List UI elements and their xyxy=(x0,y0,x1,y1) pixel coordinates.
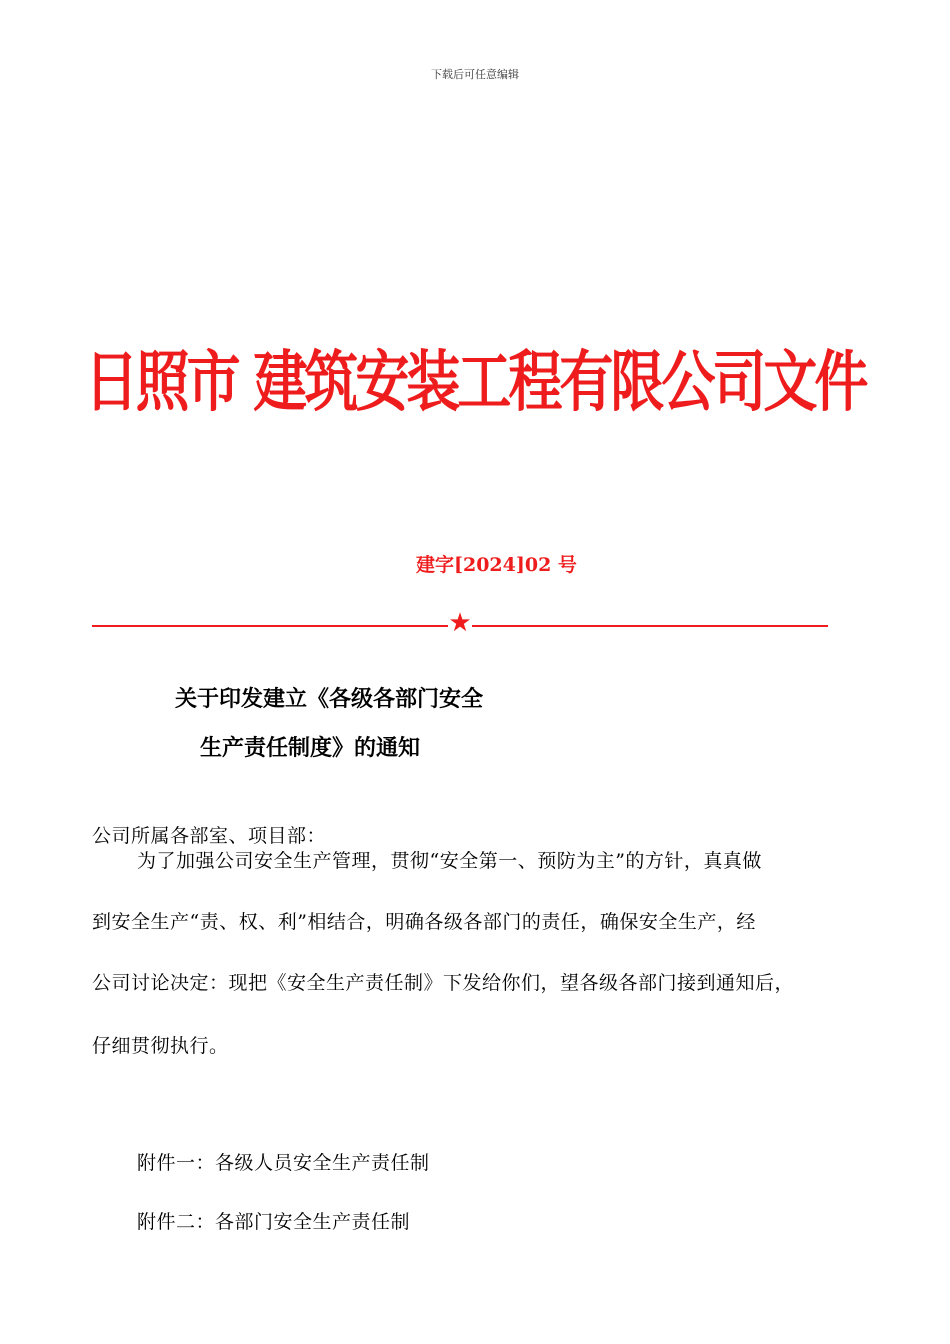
subject-line-1: 关于印发建立《各级各部门安全 xyxy=(175,687,484,712)
attachment-item-1: 附件一：各级人员安全生产责任制 xyxy=(137,1152,430,1174)
document-number: 建字[2024]02 号 xyxy=(416,554,577,576)
header-note: 下载后可任意编辑 xyxy=(431,68,519,81)
red-divider xyxy=(92,610,828,638)
divider-line-left xyxy=(92,625,448,627)
subject-line-2: 生产责任制度》的通知 xyxy=(200,736,421,761)
body-line-4: 仔细贯彻执行。 xyxy=(92,1035,229,1057)
document-title: 日照市 建筑安装工程有限公司文件 xyxy=(84,343,866,421)
attachment-item-2: 附件二：各部门安全生产责任制 xyxy=(137,1211,411,1233)
body-line-3: 公司讨论决定：现把《安全生产责任制》下发给你们，望各级各部门接到通知后， xyxy=(92,972,795,994)
body-line-1: 为了加强公司安全生产管理，贯彻“安全第一、预防为主”的方针，真真做 xyxy=(137,850,762,872)
divider-line-right xyxy=(472,625,828,627)
star-icon: ★ xyxy=(448,608,472,638)
salutation: 公司所属各部室、项目部： xyxy=(92,825,327,847)
body-line-2: 到安全生产“责、权、利”相结合，明确各级各部门的责任，确保安全生产，经 xyxy=(92,911,756,933)
